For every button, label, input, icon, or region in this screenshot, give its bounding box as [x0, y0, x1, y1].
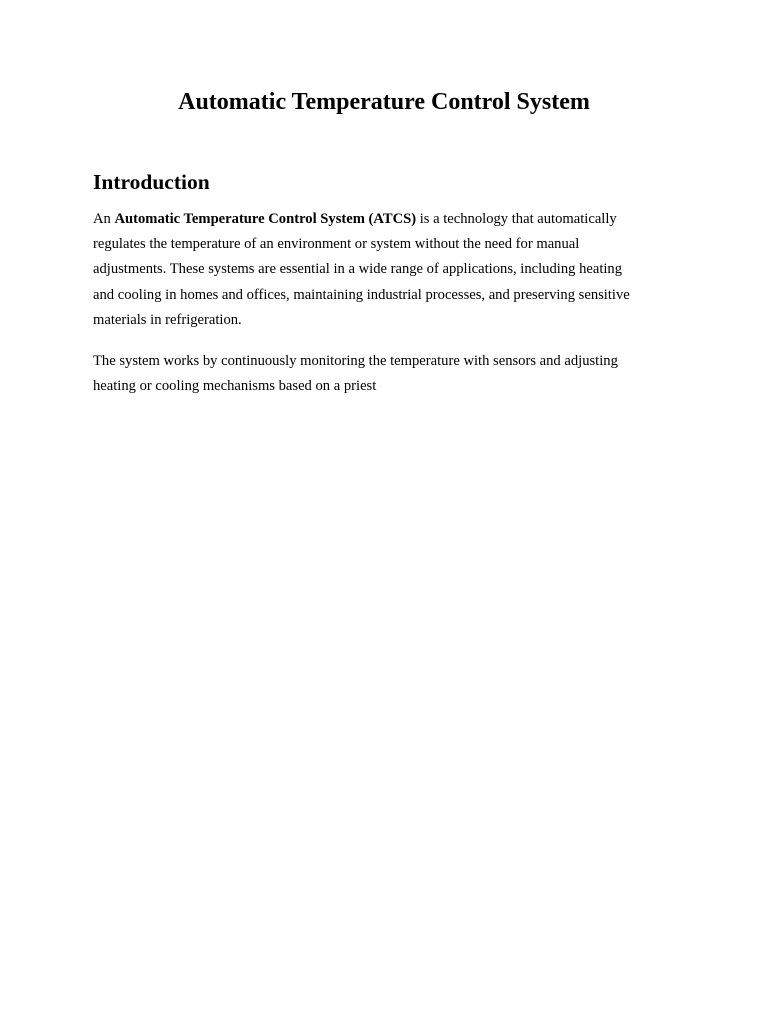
introduction-paragraph-1	[93, 207, 675, 333]
paragraph-line: The system works by continuously monitoring the temperature with sensors and adjusting	[93, 353, 618, 369]
paragraph-line: regulates the temperature of an environment or system without the need for manual	[93, 236, 580, 253]
text-run: An	[93, 211, 115, 227]
text-run: is a technology that automatically	[416, 211, 617, 227]
paragraph-line	[93, 207, 675, 232]
section-heading-introduction: Introduction	[93, 170, 210, 194]
introduction-paragraph-2	[93, 349, 675, 399]
bold-term: Automatic Temperature Control System (ATCS)	[114, 211, 417, 227]
paragraph-line: adjustments. These systems are essential in a wide range of applications, including heating	[93, 261, 623, 278]
paragraph-line: materials in refrigeration.	[93, 311, 242, 328]
paragraph-line: and cooling in homes and offices, maintaining industrial processes, and preserving sensitive	[93, 286, 630, 303]
paragraph-line: heating or cooling mechanisms based on a priest	[93, 378, 377, 395]
document-title: Automatic Temperature Control System	[178, 89, 590, 115]
